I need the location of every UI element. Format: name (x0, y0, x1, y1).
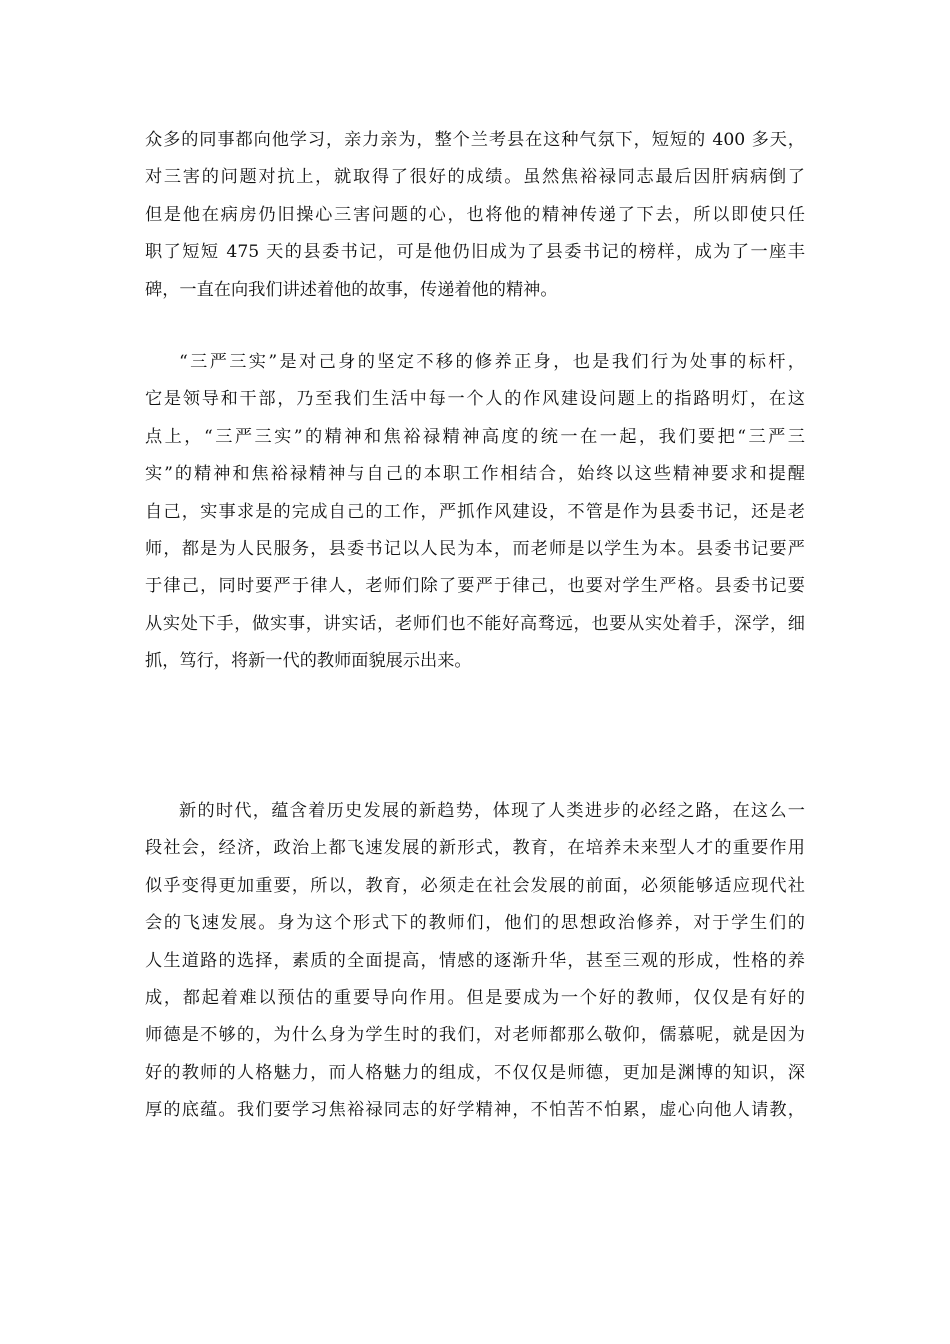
paragraph-line: 抓，笃行，将新一代的教师面貌展示出来。 (145, 651, 472, 672)
paragraph-line: 厚的底蕴。我们要学习焦裕禄同志的好学精神，不怕苦不怕累，虚心向他人请教， (145, 1100, 805, 1121)
paragraph-line: 碑，一直在向我们讲述着他的故事，传递着他的精神。 (145, 279, 558, 300)
paragraph-line: 成，都起着难以预估的重要导向作用。但是要成为一个好的教师，仅仅是有好的 (145, 987, 805, 1008)
paragraph-line: 师德是不够的，为什么身为学生时的我们，对老师都那么敬仰，儒慕呢，就是因为 (145, 1025, 805, 1046)
paragraph-line: 它是领导和干部，乃至我们生活中每一个人的作风建设问题上的指路明灯，在这 (145, 389, 805, 410)
paragraph-line: 似乎变得更加重要，所以，教育，必须走在社会发展的前面，必须能够适应现代社 (145, 875, 805, 896)
paragraph-1 (145, 122, 805, 309)
paragraph-line: 自己，实事求是的完成自己的工作，严抓作风建设，不管是作为县委书记，还是老 (145, 501, 805, 522)
paragraph-3 (145, 793, 805, 1130)
paragraph-line: 新的时代，蕴含着历史发展的新趋势，体现了人类进步的必经之路，在这么一 (179, 801, 805, 821)
paragraph-line: 众多的同事都向他学习，亲力亲为，整个兰考县在这种气氛下，短短的 400 多天， (145, 130, 805, 150)
paragraph-line: “三严三实”是对己身的坚定不移的修养正身，也是我们行为处事的标杆， (179, 352, 805, 372)
paragraph-line: 职了短短 475 天的县委书记，可是他仍旧成为了县委书记的榜样，成为了一座丰 (145, 242, 805, 263)
paragraph-line: 会的飞速发展。身为这个形式下的教师们，他们的思想政治修养，对于学生们的 (145, 913, 805, 934)
paragraph-line: 段社会，经济，政治上都飞速发展的新形式，教育，在培养未来型人才的重要作用 (145, 838, 805, 859)
paragraph-line: 但是他在病房仍旧操心三害问题的心，也将他的精神传递了下去，所以即使只任 (145, 204, 805, 225)
paragraph-line: 实”的精神和焦裕禄精神与自己的本职工作相结合，始终以这些精神要求和提醒 (145, 464, 805, 485)
paragraph-line: 对三害的问题对抗上，就取得了很好的成绩。虽然焦裕禄同志最后因肝病病倒了 (145, 167, 805, 188)
paragraph-line: 于律己，同时要严于律人，老师们除了要严于律己，也要对学生严格。县委书记要 (145, 576, 805, 597)
paragraph-line: 好的教师的人格魅力，而人格魅力的组成，不仅仅是师德，更加是渊博的知识，深 (145, 1062, 805, 1083)
paragraph-line: 师，都是为人民服务，县委书记以人民为本，而老师是以学生为本。县委书记要严 (145, 538, 805, 559)
paragraph-2 (145, 344, 805, 681)
paragraph-line: 人生道路的选择，素质的全面提高，情感的逐渐升华，甚至三观的形成，性格的养 (145, 950, 805, 971)
paragraph-line: 从实处下手，做实事，讲实话，老师们也不能好高骛远，也要从实处着手，深学，细 (145, 613, 805, 634)
paragraph-line: 点上，“三严三实”的精神和焦裕禄精神高度的统一在一起，我们要把“三严三 (145, 426, 805, 447)
